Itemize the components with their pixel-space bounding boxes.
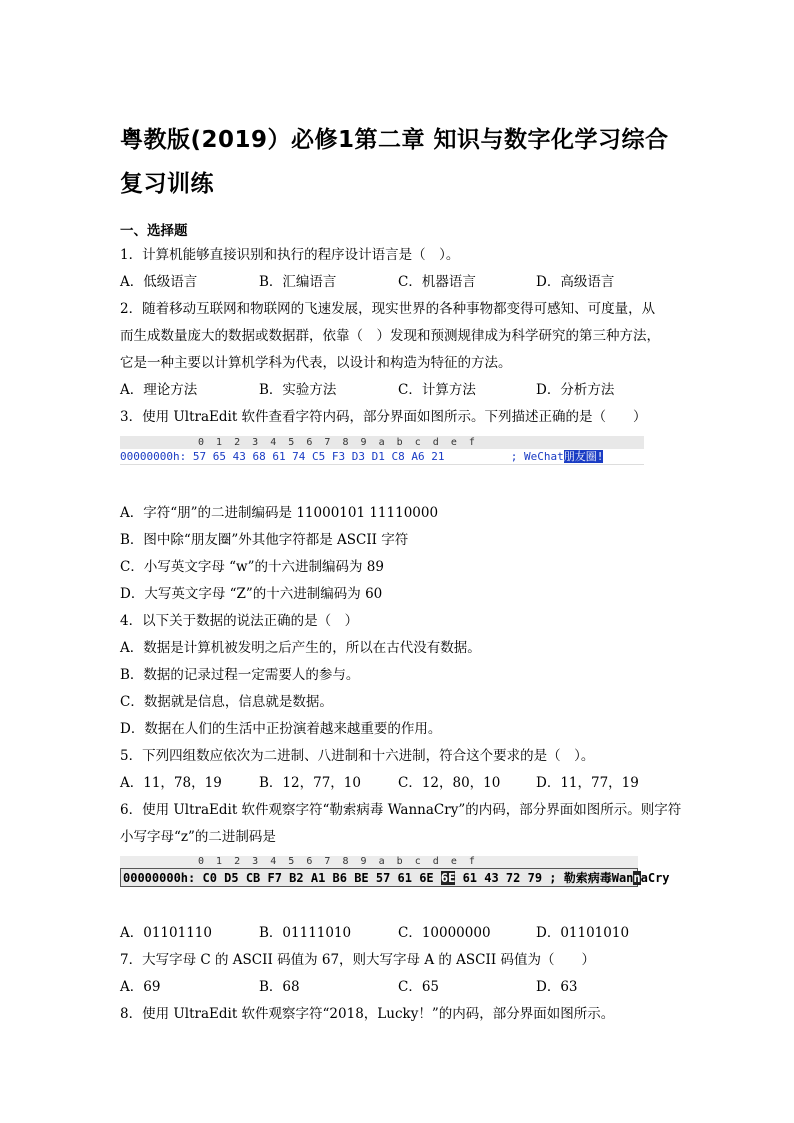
question-5: 5．下列四组数应依次为二进制、八进制和十六进制，符合这个要求的是（ ）。 [120, 748, 595, 764]
hex-ruler: 0 1 2 3 4 5 6 7 8 9 a b c d e f [120, 436, 644, 449]
q4-option-a: A．数据是计算机被发明之后产生的，所以在古代没有数据。 [120, 640, 481, 656]
q7-option-b: B．68 [259, 979, 300, 995]
hex-ascii-end: aCry [640, 871, 670, 885]
question-3: 3．使用 UltraEdit 软件查看字符内码，部分界面如图所示。下列描述正确的是（ ） [120, 409, 647, 425]
question-2-line-2: 而生成数量庞大的数据或数据群，依靠（ ）发现和预测规律成为科学研究的第三种方法， [120, 328, 660, 344]
hex-data-row [120, 449, 644, 465]
hex-ruler-2: 0 1 2 3 4 5 6 7 8 9 a b c d e f [120, 856, 638, 868]
q1-option-b: B．汇编语言 [259, 274, 337, 290]
q6-option-d: D．01101010 [536, 925, 630, 941]
title-line-2: 复习训练 [120, 171, 214, 197]
q3-option-a: A．字符“朋”的二进制编码是 11000101 11110000 [120, 505, 439, 521]
q5-option-c: C．12，80，10 [398, 775, 501, 791]
q6-option-c: C．10000000 [398, 925, 491, 941]
q1-option-d: D．高级语言 [536, 274, 615, 290]
q7-option-c: C．65 [398, 979, 440, 995]
q6-option-b: B．01111010 [259, 925, 352, 941]
hex-editor-figure-2 [120, 856, 670, 889]
q4-option-d: D．数据在人们的生活中正扮演着越来越重要的作用。 [120, 721, 442, 737]
question-6-line-2: 小写字母“z”的二进制码是 [120, 829, 276, 845]
q2-option-d: D．分析方法 [536, 382, 615, 398]
question-6-line-1: 6．使用 UltraEdit 软件观察字符“勒索病毒 WannaCry”的内码，部分界面如图所示。则字符 [120, 802, 682, 818]
hex-ascii: WeChat [523, 450, 564, 463]
q1-option-c: C．机器语言 [398, 274, 476, 290]
hex-bytes-before: 00000000h: C0 D5 CB F7 B2 A1 B6 BE 57 61 6E [123, 871, 441, 885]
hex-editor-figure-1 [120, 436, 644, 468]
section-heading: 一、选择题 [120, 223, 188, 239]
q4-option-c: C．数据就是信息，信息就是数据。 [120, 694, 333, 710]
question-4: 4．以下关于数据的说法正确的是（ ） [120, 613, 359, 629]
question-1: 1．计算机能够直接识别和执行的程序设计语言是（ ）。 [120, 247, 460, 263]
question-8: 8．使用 UltraEdit 软件观察字符“2018，Lucky！”的内码，部分界面如图所示。 [120, 1006, 615, 1022]
hex-bytes-after: 61 43 72 79 ; 勒索病毒Wan [455, 871, 634, 885]
q6-option-a: A．01101110 [120, 925, 212, 941]
q7-option-a: A．69 [120, 979, 161, 995]
q4-option-b: B．数据的记录过程一定需要人的参与。 [120, 667, 360, 683]
question-7: 7．大写字母 C 的 ASCII 码值为 67，则大写字母 A 的 ASCII 码值为（ ） [120, 952, 595, 968]
q5-option-d: D．11，77，19 [536, 775, 639, 791]
q3-option-b: B．图中除“朋友圈”外其他字符都是 ASCII 字符 [120, 532, 409, 548]
q2-option-c: C．计算方法 [398, 382, 476, 398]
q5-option-b: B．12，77，10 [259, 775, 361, 791]
q2-option-b: B．实验方法 [259, 382, 337, 398]
q3-option-d: D．大写英文字母 “Z”的十六进制编码为 60 [120, 586, 383, 602]
hex-selection: 朋友圈! [563, 450, 604, 463]
title-line-1: 粤教版(2019）必修1第二章 知识与数字化学习综合 [120, 127, 669, 153]
q3-option-c: C．小写英文字母 “w”的十六进制编码为 89 [120, 559, 384, 575]
q5-option-a: A．11，78，19 [120, 775, 222, 791]
question-2-line-3: 它是一种主要以计算机学科为代表，以设计和构造为特征的方法。 [120, 355, 512, 371]
hex-bytes: 00000000h: 57 65 43 68 61 74 C5 F3 D3 D1 C8 A6 21 ; [120, 450, 524, 463]
hex-selected-char: n [633, 871, 641, 885]
q2-option-a: A．理论方法 [120, 382, 198, 398]
q1-option-a: A．低级语言 [120, 274, 198, 290]
document-title [120, 118, 690, 206]
question-2-line-1: 2．随着移动互联网和物联网的飞速发展，现实世界的各种事物都变得可感知、可度量，从 [120, 301, 656, 317]
q7-option-d: D．63 [536, 979, 578, 995]
hex-data-row-2 [120, 868, 670, 887]
hex-selected-byte: 6E [440, 871, 456, 885]
